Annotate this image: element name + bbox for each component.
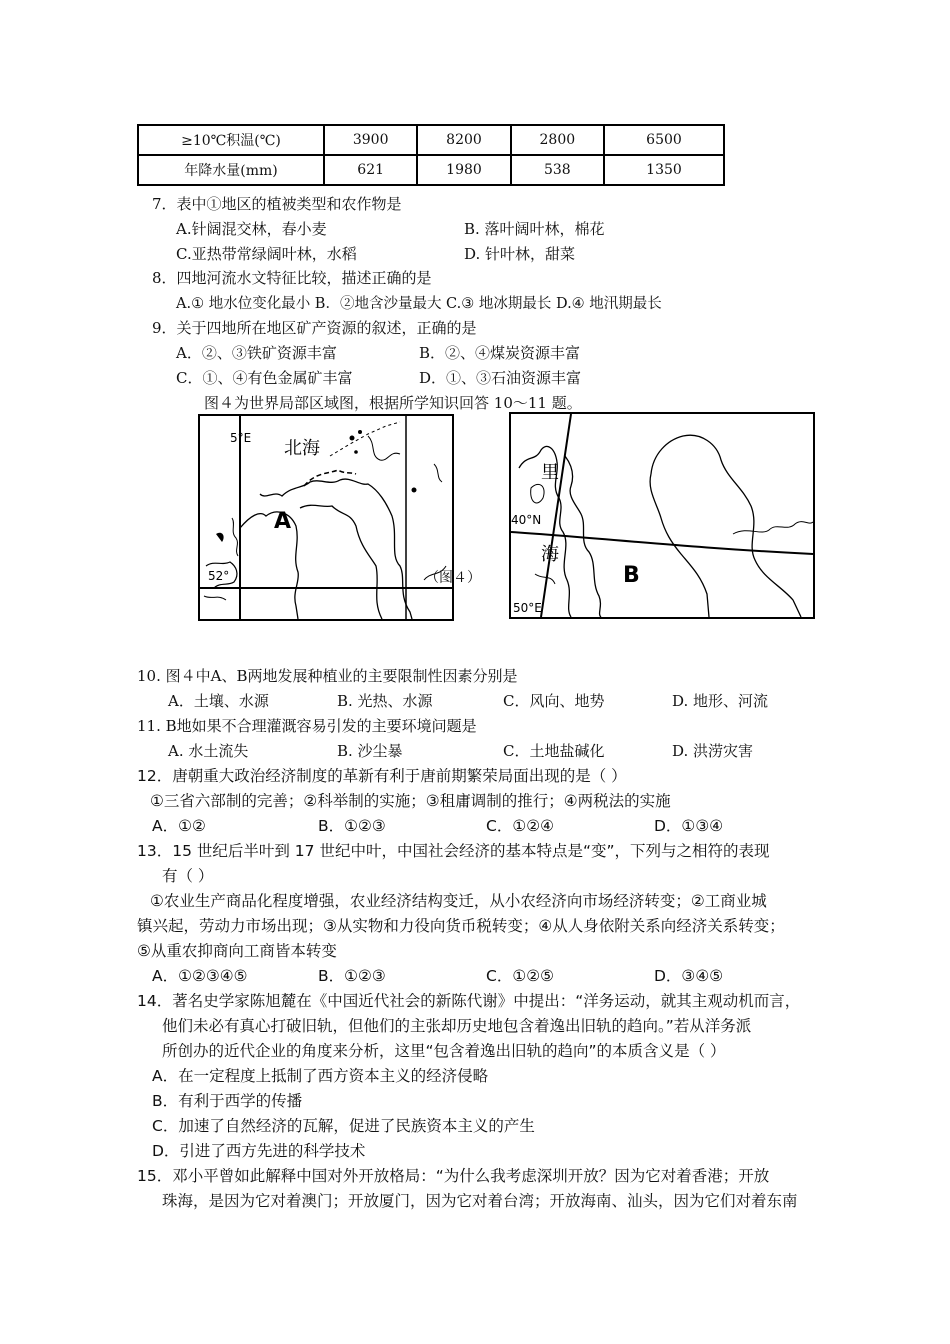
map-a-lat-label: 52° — [208, 569, 230, 583]
question-11-option-b: B. 沙尘暴 — [337, 742, 403, 760]
question-7-option-c: C.亚热带常绿阔叶林，水稻 — [176, 245, 357, 263]
question-14-stem-cont: 他们未必有真心打破旧轨，但他们的主张却历史地包含着逸出旧轨的趋向。”若从洋务派 — [162, 1017, 752, 1035]
question-7-option-d: D. 针叶林，甜菜 — [464, 245, 576, 263]
question-7-option-b: B. 落叶阔叶林，棉花 — [464, 220, 605, 238]
table-cell: 1350 — [604, 155, 724, 185]
question-14-option-c: C．加速了自然经济的瓦解，促进了民族资本主义的产生 — [152, 1117, 535, 1135]
table-cell: ≥10℃积温(℃) — [138, 125, 324, 155]
figure-intro: 图４为世界局部区域图，根据所学知识回答 10～11 题。 — [204, 394, 582, 412]
map-a-drawing — [200, 416, 452, 619]
table-cell: 538 — [511, 155, 604, 185]
question-10-option-a: A．土壤、水源 — [168, 692, 269, 710]
climate-table — [137, 124, 725, 186]
question-10-option-d: D. 地形、河流 — [672, 692, 769, 710]
table-cell: 2800 — [511, 125, 604, 155]
question-13-option-c: C．①②⑤ — [486, 967, 555, 985]
question-14-option-a: A．在一定程度上抵制了西方资本主义的经济侵略 — [152, 1067, 489, 1085]
map-a — [198, 414, 454, 621]
map-b-lat-label: 40°N — [511, 513, 542, 527]
question-15-stem-cont: 珠海，是因为它对着澳门；开放厦门，因为它对着台湾；开放海南、汕头，因为它们对着东南 — [162, 1192, 798, 1210]
question-12-stem: 12．唐朝重大政治经济制度的革新有利于唐前期繁荣局面出现的是（ ） — [137, 767, 627, 785]
map-b-region-label: B — [623, 563, 640, 588]
map-a-lon-label: 5°E — [230, 431, 252, 445]
question-12-items: ①三省六部制的完善；②科举制的实施；③租庸调制的推行；④两税法的实施 — [150, 792, 671, 810]
question-14-option-d: D．引进了西方先进的科学技术 — [152, 1142, 366, 1160]
table-cell: 8200 — [417, 125, 510, 155]
question-10-stem: 10. 图４中A、B两地发展种植业的主要限制性因素分别是 — [137, 667, 518, 685]
question-9-option-d: D．①、③石油资源丰富 — [419, 369, 582, 387]
table-cell: 年降水量(mm) — [138, 155, 324, 185]
question-13-line: ①农业生产商品化程度增强，农业经济结构变迁，从小农经济向市场经济转变；②工商业城 — [150, 892, 767, 910]
question-9-option-a: A．②、③铁矿资源丰富 — [176, 344, 337, 362]
question-12-option-d: D．①③④ — [654, 817, 724, 835]
question-9-stem: 9．关于四地所在地区矿产资源的叙述，正确的是 — [152, 319, 477, 337]
map-b-lon-label: 50°E — [513, 601, 542, 615]
question-13-stem: 13．15 世纪后半叶到 17 世纪中叶，中国社会经济的基本特点是“变”，下列与之相符的表现 — [137, 842, 770, 860]
map-b — [509, 412, 815, 619]
map-a-region-label: A — [274, 509, 292, 534]
question-10-option-c: C．风向、地势 — [503, 692, 605, 710]
question-11-option-c: C．土地盐碱化 — [503, 742, 605, 760]
question-9-option-b: B．②、④煤炭资源丰富 — [419, 344, 581, 362]
question-11-stem: 11. B地如果不合理灌溉容易引发的主要环境问题是 — [137, 717, 477, 735]
question-11-option-a: A. 水土流失 — [168, 742, 249, 760]
table-row — [138, 155, 724, 185]
question-12-option-a: A．①② — [152, 817, 206, 835]
map-a-sea-label: 北海 — [284, 438, 320, 459]
table-cell: 6500 — [604, 125, 724, 155]
question-10-option-b: B. 光热、水源 — [337, 692, 433, 710]
question-8-stem: 8．四地河流水文特征比较，描述正确的是 — [152, 269, 432, 287]
table-cell: 3900 — [324, 125, 417, 155]
question-12-option-b: B．①②③ — [318, 817, 386, 835]
map-b-char-1: 里 — [541, 462, 559, 483]
question-13-line: 镇兴起，劳动力市场出现；③从实物和力役向货币税转变；④从人身依附关系向经济关系转变； — [137, 917, 785, 935]
question-12-option-c: C．①②④ — [486, 817, 555, 835]
question-13-line: ⑤从重农抑商向工商皆本转变 — [137, 942, 337, 960]
question-13-option-a: A．①②③④⑤ — [152, 967, 248, 985]
figure-caption: （图４） — [425, 570, 481, 586]
table-cell: 621 — [324, 155, 417, 185]
question-7-option-a: A.针阔混交林，春小麦 — [176, 220, 327, 238]
question-14-stem: 14．著名史学家陈旭麓在《中国近代社会的新陈代谢》中提出：“洋务运动，就其主观动机而言， — [137, 992, 801, 1010]
question-8-options: A.① 地水位变化最小 B．②地含沙量最大 C.③ 地冰期最长 D.④ 地汛期最长 — [176, 296, 662, 312]
table-row — [138, 125, 724, 155]
question-13-option-d: D．③④⑤ — [654, 967, 724, 985]
question-11-option-d: D. 洪涝灾害 — [672, 742, 754, 760]
question-14-stem-cont: 所创办的近代企业的角度来分析，这里“包含着逸出旧轨的趋向”的本质含义是（ ） — [162, 1042, 726, 1060]
map-b-drawing — [511, 414, 813, 617]
question-15-stem: 15．邓小平曾如此解释中国对外开放格局：“为什么我考虑深圳开放？因为它对着香港；开放 — [137, 1167, 770, 1185]
question-9-option-c: C．①、④有色金属矿丰富 — [176, 369, 353, 387]
question-13-option-b: B．①②③ — [318, 967, 386, 985]
map-b-char-2: 海 — [541, 544, 559, 565]
question-14-option-b: B．有利于西学的传播 — [152, 1092, 303, 1110]
question-13-stem-cont: 有（ ） — [162, 867, 214, 885]
question-7-stem: 7．表中①地区的植被类型和农作物是 — [152, 195, 402, 213]
table-cell: 1980 — [417, 155, 510, 185]
